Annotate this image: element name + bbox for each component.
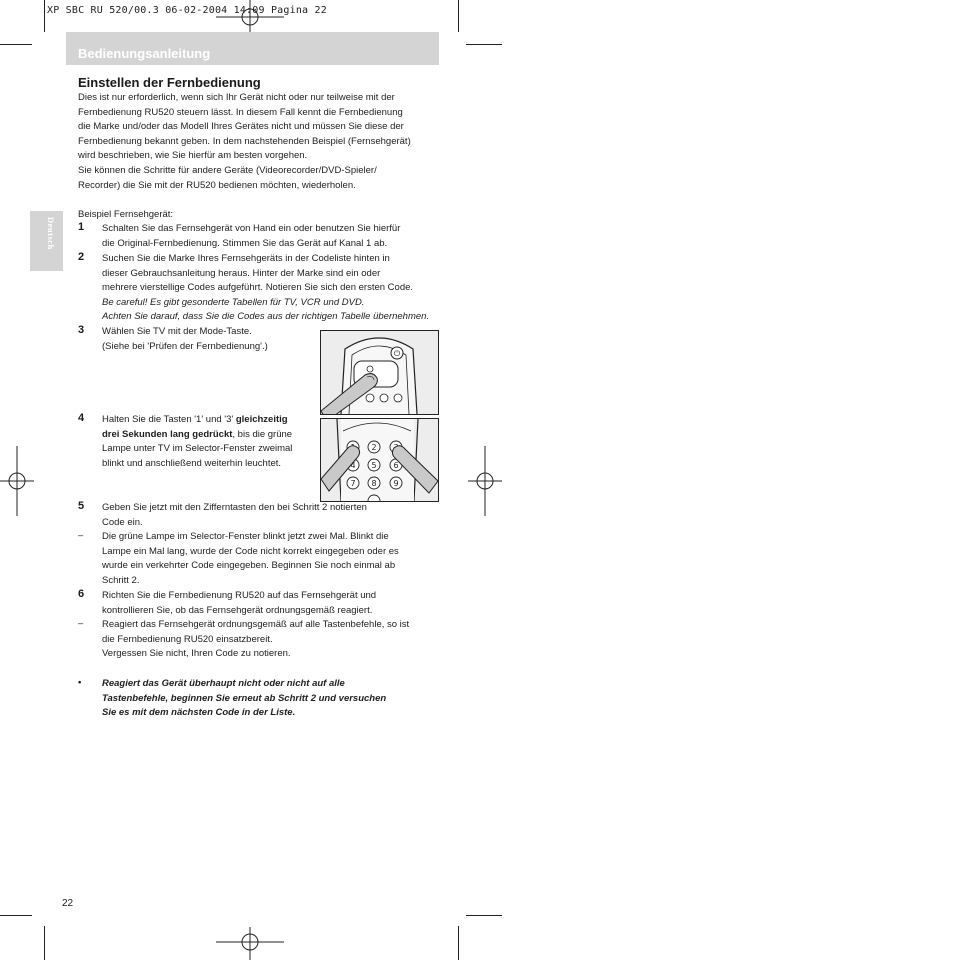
registration-mark-top [210, 0, 290, 34]
step-2-note-1: Be careful! Es gibt gesonderte Tabellen für TV, VCR und DVD. [102, 296, 365, 308]
svg-text:5: 5 [371, 461, 377, 470]
registration-mark-bottom [210, 925, 290, 960]
step-2-note-2: Achten Sie darauf, dass Sie die Codes aus der richtigen Tabelle übernehmen. [102, 311, 430, 323]
step-5-text: Geben Sie jetzt mit den Zifferntasten den bei Schritt 2 notierten Code ein. [102, 502, 367, 528]
language-tab [30, 211, 63, 271]
remote-keypad-illustration [320, 418, 439, 502]
step-1-text: Schalten Sie das Fernsehgerät von Hand ein oder benutzen Sie hierfür die Original-Fernbedienung. Stimmen Sie das Gerät auf Kanal 1 ab. [102, 223, 401, 249]
intro-paragraph: Dies ist nur erforderlich, wenn sich Ihr Gerät nicht oder nur teilweise mit der Fernbedienung RU520 steuern lässt. In diesem Fall kennt die Fernbedienung die Marke und/oder das Modell Ihres Gerätes nicht und müssen Sie diese der Fernbedienung bekannt geben. In dem nachstehenden Beispiel (Fernsehgerät) wird beschrieben, wie Sie hierfür am besten vorgehen. Sie können die Schritte für andere Geräte (Videorecorder/DVD-Spieler/ Recorder) die Sie mit der RU520 bedienen möchten, wiederholen. [78, 92, 411, 191]
step-3-number: 3 [78, 324, 85, 336]
step-6-dash: – [78, 618, 84, 629]
example-label: Beispiel Fernsehgerät: [78, 209, 174, 220]
step-1-number: 1 [78, 221, 85, 233]
svg-text:8: 8 [371, 479, 377, 488]
step-5-dash: – [78, 530, 84, 541]
svg-text:9: 9 [393, 479, 399, 488]
bullet-note: Reagiert das Gerät überhaupt nicht oder nicht auf alle Tastenbefehle, beginnen Sie erneut ab Schritt 2 und versuchen Sie es mit dem nächsten Code in der Liste. [102, 678, 387, 719]
step-2-number: 2 [78, 251, 85, 263]
step-6-detail: Reagiert das Fernsehgerät ordnungsgemäß auf alle Tastenbefehle, so ist die Fernbedienung RU520 einsatzbereit. Vergessen Sie nicht, Ihren Code zu notieren. [102, 619, 410, 660]
svg-text:⏻: ⏻ [393, 349, 401, 358]
remote-mode-drawing [321, 331, 438, 414]
svg-text:7: 7 [350, 479, 356, 488]
language-tab-label: Deutsch [46, 217, 56, 250]
step-2-text: Suchen Sie die Marke Ihres Fernsehgeräts in der Codeliste hinten in dieser Gebrauchsanleitung heraus. Hinter der Marke sind ein oder mehrere vierstellige Codes aufgeführt. Notieren Sie sich den ersten Code. Be careful! Es gibt gesonderte Tabellen für TV, VCR und DVD. Achten Sie darauf, dass Sie die Codes aus der richtigen Tabelle übernehmen. [102, 252, 429, 325]
step-5-number: 5 [78, 500, 85, 512]
print-slug: XP SBC RU 520/00.3 06-02-2004 14:09 Pagina 22 [47, 5, 327, 16]
svg-text:4: 4 [350, 461, 356, 470]
step-3-text: Wählen Sie TV mit der Mode-Taste. (Siehe bei 'Prüfen der Fernbedienung'.) [102, 326, 268, 352]
header-title: Bedienungsanleitung [78, 46, 211, 61]
registration-mark-left [0, 446, 34, 516]
step-4-number: 4 [78, 412, 85, 424]
step-4-text: Halten Sie die Tasten '1' und '3' gleichzeitig drei Sekunden lang gedrückt, bis die grüne Lampe unter TV im Selector-Fenster zweimal blinkt und anschließend weiterhin leuchtet. [102, 414, 293, 469]
section-title: Einstellen der Fernbedienung [78, 75, 261, 90]
step-6-text: Richten Sie die Fernbedienung RU520 auf das Fernsehgerät und kontrollieren Sie, ob das Fernsehgerät ordnungsgemäß reagiert. [102, 590, 377, 616]
svg-text:2: 2 [371, 443, 377, 452]
remote-keypad-drawing [321, 419, 438, 501]
bullet-marker: • [78, 677, 82, 688]
page-number: 22 [62, 898, 74, 909]
step-5-detail: Die grüne Lampe im Selector-Fenster blinkt jetzt zwei Mal. Blinkt die Lampe ein Mal lang, wurde der Code nicht korrekt eingegeben oder es wurde ein verkehrter Code eingegeben. Beginnen Sie noch einmal ab Schritt 2. [102, 531, 399, 586]
svg-text:6: 6 [393, 461, 399, 470]
registration-mark-right [468, 446, 502, 516]
remote-mode-illustration [320, 330, 439, 415]
step-6-number: 6 [78, 588, 85, 600]
